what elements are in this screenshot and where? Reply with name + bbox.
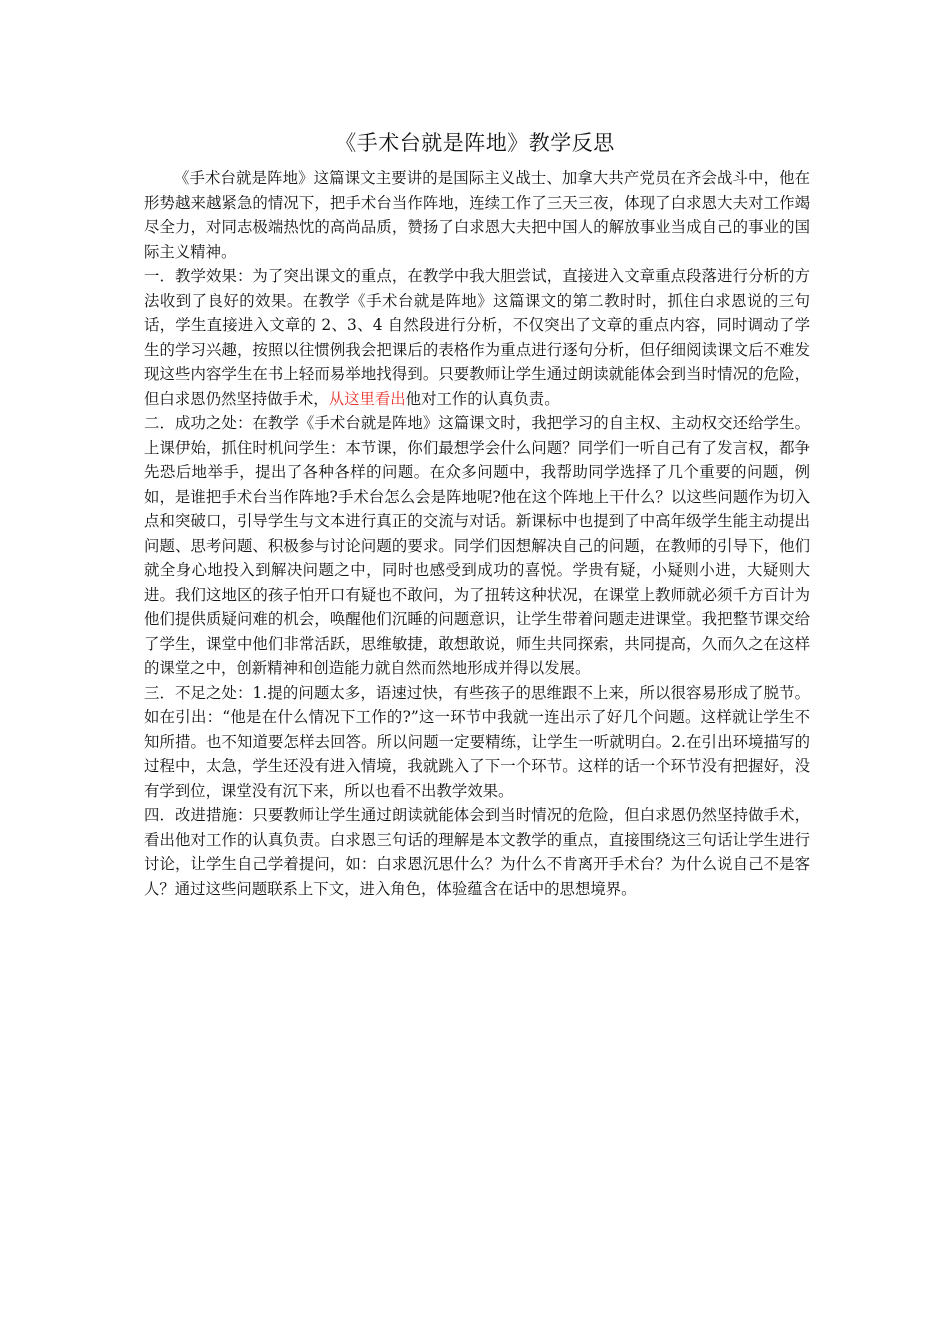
section-success: 二．成功之处：在教学《手术台就是阵地》这篇课文时，我把学习的自主权、主动权交还给学生。上课伊始，抓住时机问学生：本节课，你们最想学会什么问题？同学们一听自己有了发言权，都争先恐后地举手，提出了各种各样的问题。在众多问题中，我帮助同学选择了几个重要的问题，例如，是谁把手术台当作阵地?手术台怎么会是阵地呢?他在这个阵地上干什么？以这些问题作为切入点和突破口，引导学生与文本进行真正的交流与对话。新课标中也提到了中高年级学生能主动提出问题、思考问题、积极参与讨论问题的要求。同学们因想解决自己的问题，在教师的引导下，他们就全身心地投入到解决问题之中，同时也感受到成功的喜悦。学贵有疑，小疑则小进，大疑则大进。我们这地区的孩子怕开口有疑也不敢问，为了扭转这种状况，在课堂上教师就必须千方百计为他们提供质疑问难的机会，唤醒他们沉睡的问题意识，让学生带着问题走进课堂。我把整节课交给了学生，课堂中他们非常活跃，思维敏捷，敢想敢说，师生共同探索，共同提高，久而久之在这样的课堂之中，创新精神和创造能力就自然而然地形成并得以发展。 — [144, 414, 810, 677]
section-teaching-effect — [144, 264, 810, 411]
document-body — [144, 166, 810, 901]
section-teaching-effect-tail: 他对工作的认真负责。 — [405, 389, 560, 408]
section-shortcomings: 三．不足之处：1.提的问题太多，语速过快，有些孩子的思维跟不上来，所以很容易形成了脱节。如在引出：“他是在什么情况下工作的?”这一环节中我就一连出示了好几个问题。这样就让学生不知所措。也不知道要怎样去回答。所以问题一定要精练，让学生一听就明白。2.在引出环境描写的过程中，太急，学生还没有进入情境，我就跳入了下一个环节。这样的话一个环节没有把握好，没有学到位，课堂没有沉下来，所以也看不出教学效果。 — [144, 683, 810, 800]
highlighted-phrase: 从这里看出 — [328, 389, 406, 408]
section-improvements: 四．改进措施：只要教师让学生通过朗读就能体会到当时情况的危险，但白求恩仍然坚持做手术，看出他对工作的认真负责。白求恩三句话的理解是本文教学的重点，直接围绕这三句话让学生进行讨论，让学生自己学着提问，如：白求恩沉思什么？为什么不肯离开手术台？为什么说自己不是客人？通过这些问题联系上下文，进入角色，体验蕴含在话中的思想境界。 — [144, 806, 810, 898]
section-teaching-effect-text: 一．教学效果：为了突出课文的重点，在教学中我大胆尝试，直接进入文章重点段落进行分析的方法收到了良好的效果。在教学《手术台就是阵地》这篇课文的第二教时时，抓住白求恩说的三句话，学生直接进入文章的 2、3、4 自然段进行分析，不仅突出了文章的重点内容，同时调动了学生的学习兴趣，按照以往惯例我会把课后的表格作为重点进行逐句分析，但仔细阅读课文后不难发现这些内容学生在书上轻而易举地找得到。只要教师让学生通过朗读就能体会到当时情况的危险，但白求恩仍然坚持做手术， — [144, 267, 810, 408]
document-title: 《手术台就是阵地》教学反思 — [335, 131, 615, 155]
intro-paragraph: 《手术台就是阵地》这篇课文主要讲的是国际主义战士、加拿大共产党员在齐会战斗中，他在形势越来越紧急的情况下，把手术台当作阵地，连续工作了三天三夜，体现了白求恩大夫对工作竭尽全力，对同志极端热忱的高尚品质，赞扬了白求恩大夫把中国人的解放事业当成自己的事业的国际主义精神。 — [144, 169, 810, 261]
